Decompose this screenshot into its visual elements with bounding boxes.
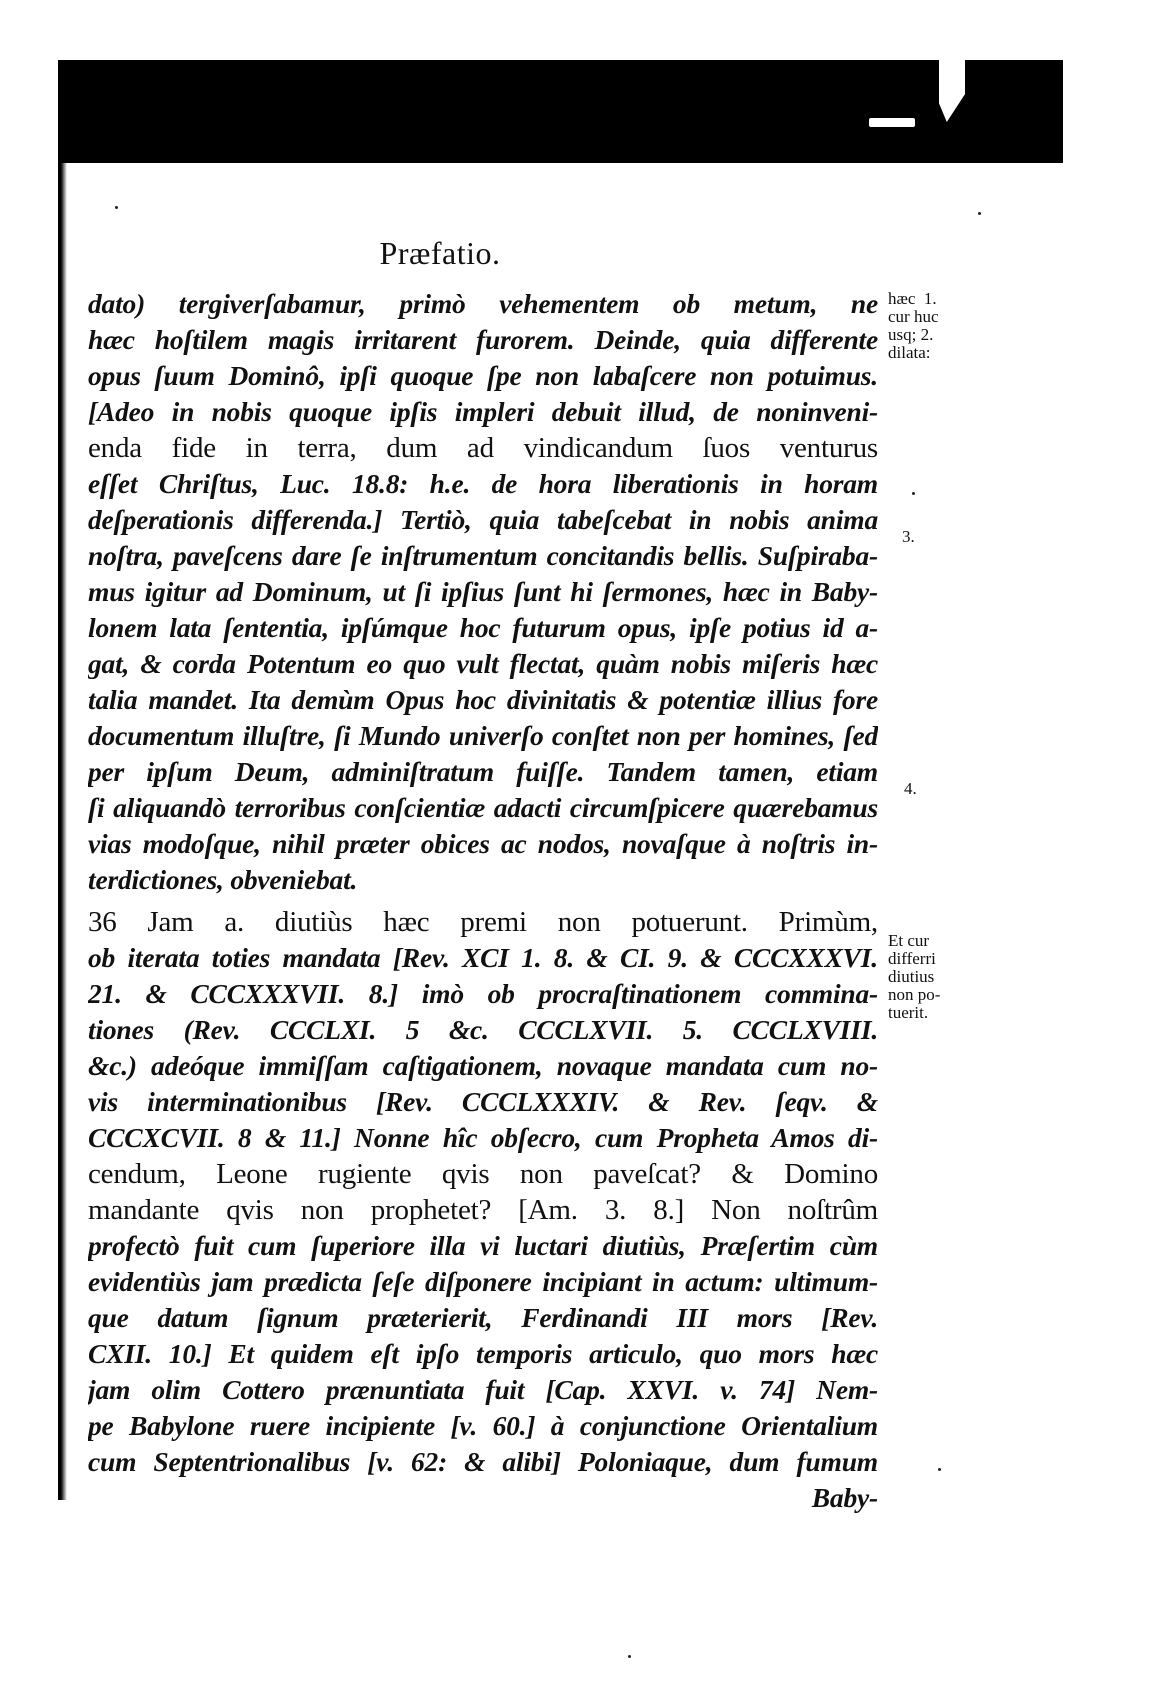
text-line: 36 Jam a. diutiùs hæc premi non potuerunt. Primùm, (88, 906, 878, 938)
text-line: per ipſum Deum, adminiſtratum fuiſſe. Tandem tamen, etiam (88, 756, 878, 787)
page-heading: Præfatio. (379, 235, 501, 271)
text-line: gat, & corda Potentum eo quo vult flectat, quàm nobis miſeris hæc (88, 648, 878, 679)
text-line: noſtra, paveſcens dare ſe inſtrumentum concitandis bellis. Suſpiraba- (88, 540, 878, 571)
margin-note: differri (888, 949, 936, 968)
text-line: eſſet Chriſtus, Luc. 18.8: h.e. de hora liberationis in horam (88, 468, 878, 499)
text-line: [Adeo in nobis quoque ipſis impleri debuit illud, de noninveni- (88, 396, 878, 427)
text-line: mandante qvis non prophetet? [Am. 3. 8.] Non noſtrûm (88, 1194, 878, 1226)
text-line: ſi aliquandò terroribus conſcientiæ adacti circumſpicere quærebamus (88, 792, 878, 823)
body-text (88, 286, 878, 1516)
catchword: Baby- (811, 1482, 878, 1513)
text-line: cendum, Leone rugiente qvis non paveſcat? & Domino (88, 1158, 878, 1190)
margin-note: tuerit. (888, 1003, 929, 1022)
margin-note: Et cur (888, 931, 930, 950)
page-left-edge (58, 163, 67, 1500)
text-line: enda fide in terra, dum ad vindicandum ſuos venturus (88, 432, 878, 464)
text-line: vias modoſque, nihil præter obices ac nodos, novaſque à noſtris in- (88, 828, 878, 859)
text-line: evidentiùs jam prædicta ſeſe diſponere incipiant in actum: ultimum- (88, 1266, 878, 1297)
margin-note: hæc 1. (888, 289, 937, 308)
text-line: &c.) adeóque immiſſam caſtigationem, novaque mandata cum no- (88, 1050, 878, 1081)
text-line: mus igitur ad Dominum, ut ſi ipſius ſunt hi ſermones, hæc in Baby- (88, 576, 878, 607)
text-line: pe Babylone ruere incipiente [v. 60.] à conjunctione Orientalium (88, 1410, 878, 1441)
text-line: jam olim Cottero prænuntiata fuit [Cap. XXVI. v. 74] Nem- (88, 1374, 878, 1405)
text-line: talia mandet. Ita demùm Opus hoc divinitatis & potentiæ illius fore (88, 684, 878, 715)
text-line: cum Septentrionalibus [v. 62: & alibi] Poloniaque, dum fumum (88, 1446, 878, 1477)
margin-note: 4. (904, 779, 917, 798)
text-line: tiones (Rev. CCCLXI. 5 &c. CCCLXVII. 5. CCCLXVIII. (88, 1014, 878, 1045)
text-line: dato) tergiverſabamur, primò vehementem ob metum, ne (88, 288, 878, 319)
ink-speck (978, 212, 981, 215)
ink-speck (912, 492, 915, 495)
text-line: deſperationis differenda.] Tertiò, quia tabeſcebat in nobis anima (88, 504, 878, 535)
margin-note: dilata: (888, 343, 931, 362)
text-line: lonem lata ſententia, ipſúmque hoc futurum opus, ipſe potius id a- (88, 612, 878, 643)
ink-speck (938, 1468, 941, 1471)
text-line: opus ſuum Dominô, ipſi quoque ſpe non labaſcere non potuimus. (88, 360, 878, 391)
text-line: ob iterata toties mandata [Rev. XCI 1. 8. & CI. 9. & CCCXXXVI. (88, 942, 878, 973)
text-line: profectò fuit cum ſuperiore illa vi luctari diutiùs, Præſertim cùm (88, 1230, 878, 1261)
margin-note: cur huc (888, 307, 939, 326)
margin-note: non po- (888, 985, 941, 1004)
text-line: terdictiones, obveniebat. (88, 864, 358, 895)
scan-black-band (58, 60, 1063, 163)
ink-speck (628, 1655, 631, 1658)
margin-note: usq; 2. (888, 325, 934, 344)
text-line: 21. & CCCXXXVII. 8.] imò ob procraſtinationem commina- (88, 978, 878, 1009)
text-line: CCCXCVII. 8 & 11.] Nonne hîc obſecro, cum Propheta Amos di- (88, 1122, 878, 1153)
text-line: hæc hoſtilem magis irritarent furorem. Deinde, quia differente (88, 324, 878, 355)
text-line: vis interminationibus [Rev. CCCLXXXIV. & Rev. ſeqv. & (88, 1086, 878, 1117)
margin-note: diutius (888, 967, 935, 986)
text-line: documentum illuſtre, ſi Mundo univerſo conſtet non per homines, ſed (88, 720, 878, 751)
text-line: que datum ſignum præterierit, Ferdinandi III mors [Rev. (88, 1302, 878, 1333)
margin-note: 3. (902, 527, 915, 546)
ink-speck (115, 206, 118, 209)
text-line: CXII. 10.] Et quidem eſt ipſo temporis articulo, quo mors hæc (88, 1338, 878, 1369)
scan-mark (869, 118, 915, 127)
